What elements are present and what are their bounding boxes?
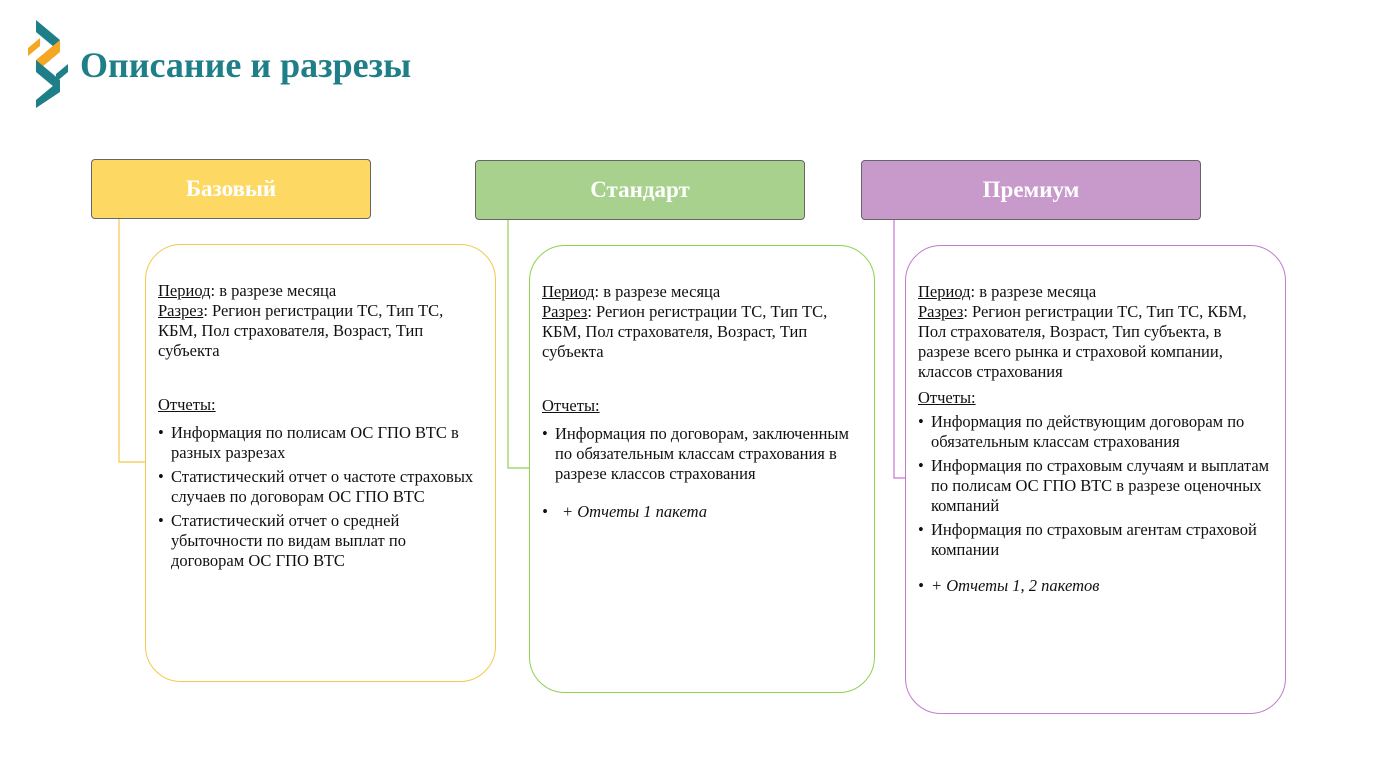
package-card-premium [905, 245, 1286, 714]
list-item [542, 502, 862, 522]
list-item: • Информация по страховым случаям и выплатам по полисам ОС ГПО ВТС в разрезе оценочных компаний [918, 456, 1273, 516]
package-header-basic [91, 159, 371, 219]
reports-list [542, 424, 862, 522]
slice-line [918, 302, 1273, 382]
package-header-standard [475, 160, 805, 220]
reports-heading: Отчеты: [158, 395, 216, 414]
company-logo-icon [26, 18, 70, 108]
slice-line [158, 301, 483, 361]
extra-reports: + Отчеты 1, 2 пакетов [931, 576, 1100, 595]
slice-value: : Регион регистрации ТС, Тип ТС, КБМ, Пол страхователя, Возраст, Тип субъекта, в разрезе всего рынка и страховой компании, классов страхования [918, 302, 1247, 381]
list-item: • Информация по договорам, заключенным по обязательным классам страхования в разрезе классов страхования [542, 424, 862, 484]
extra-reports: + Отчеты 1 пакета [562, 502, 707, 521]
period-line [158, 281, 483, 301]
slice-label: Разрез [542, 302, 588, 321]
slice-line [542, 302, 862, 362]
reports-list [158, 423, 483, 571]
package-name-standard: Стандарт [590, 177, 690, 202]
reports-heading: Отчеты: [918, 388, 976, 407]
list-item: • Статистический отчет о средней убыточности по видам выплат по договорам ОС ГПО ВТС [158, 511, 483, 571]
list-item: • Информация по полисам ОС ГПО ВТС в разных разрезах [158, 423, 483, 463]
slice-value: : Регион регистрации ТС, Тип ТС, КБМ, Пол страхователя, Возраст, Тип субъекта [158, 301, 444, 360]
list-item: • Информация по действующим договорам по обязательным классам страхования [918, 412, 1273, 452]
package-card-standard [529, 245, 875, 693]
package-header-premium [861, 160, 1201, 220]
period-value: : в разрезе месяца [210, 281, 337, 300]
period-label: Период [542, 282, 595, 301]
slice-label: Разрез [158, 301, 204, 320]
list-item: • Информация по страховым агентам страховой компании [918, 520, 1273, 560]
reports-heading: Отчеты: [542, 396, 600, 415]
package-card-basic [145, 244, 496, 682]
period-value: : в разрезе месяца [594, 282, 721, 301]
slice-value: : Регион регистрации ТС, Тип ТС, КБМ, Пол страхователя, Возраст, Тип субъекта [542, 302, 828, 361]
period-line [542, 282, 862, 302]
page-title: Описание и разрезы [80, 45, 412, 85]
period-label: Период [158, 281, 211, 300]
list-item [918, 576, 1273, 596]
connector-basic [110, 218, 150, 468]
period-label: Период [918, 282, 971, 301]
period-line [918, 282, 1273, 302]
period-value: : в разрезе месяца [970, 282, 1097, 301]
list-item: • Статистический отчет о частоте страховых случаев по договорам ОС ГПО ВТС [158, 467, 483, 507]
slice-label: Разрез [918, 302, 964, 321]
reports-list [918, 412, 1273, 596]
package-name-basic: Базовый [185, 176, 277, 201]
package-name-premium: Премиум [982, 177, 1080, 202]
